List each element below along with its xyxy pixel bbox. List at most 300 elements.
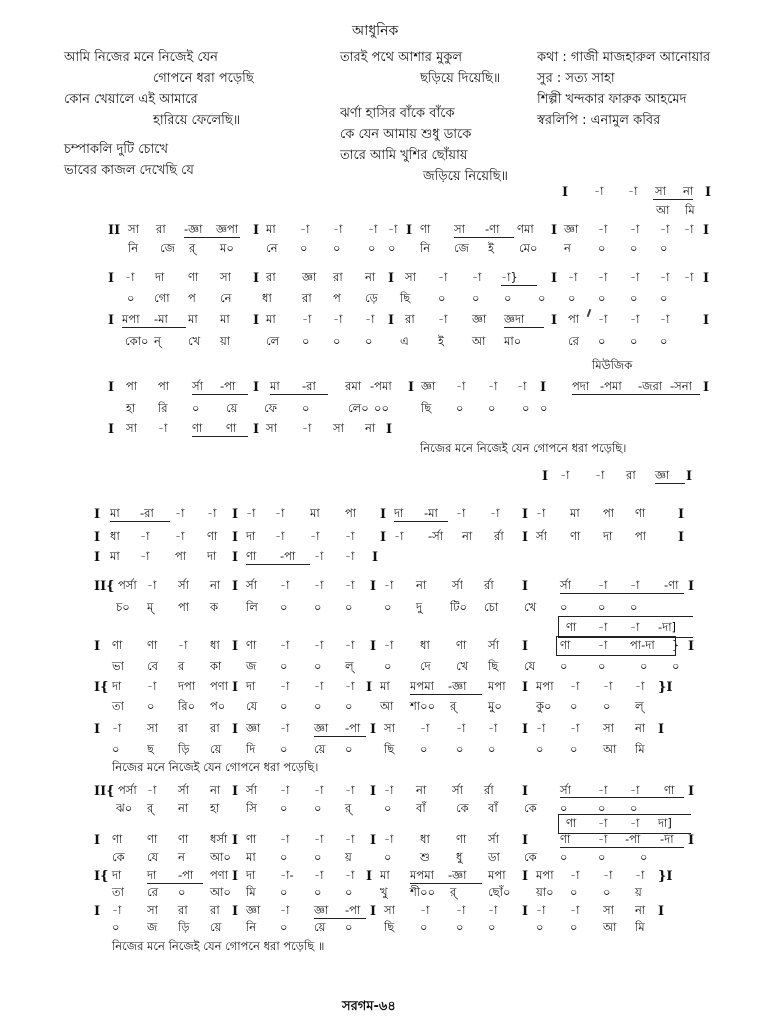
notation-cell: ০ <box>420 920 428 934</box>
notation-cell: ডা <box>488 850 500 864</box>
notation-cell: ০ <box>568 291 576 305</box>
notation-cell: ০ <box>640 850 648 864</box>
notation-cell: পর্সা <box>118 783 137 797</box>
bracket-box <box>558 616 693 638</box>
bar-line: I <box>370 639 377 654</box>
notation-cell: পা <box>603 506 615 520</box>
notation-cell: র্ <box>345 801 352 815</box>
notation-cell: -া <box>300 222 310 236</box>
lyric-line: তারই পথে আশার মুকুল <box>340 50 463 65</box>
bar-line: I{ <box>94 680 109 695</box>
notation-cell: -া <box>207 506 217 520</box>
notation-cell: জ <box>246 659 257 673</box>
bar-line: I <box>370 784 377 799</box>
notation-cell: লি <box>246 600 258 614</box>
notation-cell: না <box>462 529 473 543</box>
notation-cell: হা <box>126 401 136 415</box>
notation-cell: প০ <box>210 699 226 713</box>
notation-cell: ণা <box>635 506 646 520</box>
notation-cell: নি <box>128 241 139 255</box>
notation-cell: -া <box>314 783 324 797</box>
notation-cell: চো <box>484 600 499 614</box>
notation-cell: ল্ <box>635 699 644 713</box>
notation-cell: সা <box>126 421 137 435</box>
bar-line: I <box>253 271 260 286</box>
bar-line: I <box>703 313 710 328</box>
slur-line <box>410 883 482 884</box>
notation-cell: পা <box>568 312 580 326</box>
notation-cell: না <box>365 421 376 435</box>
bar-line: I <box>522 530 529 545</box>
notation-cell: ধা <box>420 638 430 652</box>
bar-line: I <box>678 530 685 545</box>
notation-cell: -পা <box>625 832 641 846</box>
bar-line: I <box>232 904 239 919</box>
notation-cell: -া <box>536 903 546 917</box>
notation-cell: সা <box>384 903 395 917</box>
bar-line: I <box>522 833 529 848</box>
notation-cell: ণা <box>192 421 203 435</box>
bar-line: I <box>94 530 101 545</box>
notation-cell: -া <box>570 679 580 693</box>
notation-cell: রা <box>266 270 276 284</box>
notation-cell: ণা <box>188 270 199 284</box>
notation-cell: -পা <box>345 721 361 735</box>
notation-cell: এ <box>400 334 409 348</box>
lyric-line: ঝর্ণা হাসির বাঁকে বাঁকে <box>340 106 455 121</box>
credit-composer: সুর : সত্য সাহা <box>537 71 615 86</box>
notation-cell: তা <box>112 885 124 899</box>
notation-cell: মা <box>570 506 580 520</box>
notation-cell: আ <box>656 203 670 217</box>
notation-cell: -া <box>345 832 355 846</box>
notation-cell: মি <box>246 885 256 899</box>
bar-line: I <box>703 380 710 395</box>
notation-cell: পা-দা <box>630 638 655 652</box>
notation-cell: ফে <box>264 401 278 415</box>
notation-cell: সা <box>405 270 416 284</box>
notation-cell: ড়ি <box>178 742 190 756</box>
notation-cell: -পা <box>280 549 296 563</box>
notation-cell: ০ <box>345 742 353 756</box>
bar-line: I <box>703 223 710 238</box>
notation-cell: সা <box>220 270 231 284</box>
notation-cell: ০ <box>630 241 638 255</box>
notation-cell: -া <box>280 903 290 917</box>
bar-line: I <box>688 784 695 799</box>
notation-cell: ০ <box>538 291 546 305</box>
lyric-line: কোন খেয়ালে এই আমারে <box>64 92 198 107</box>
notation-cell: ০ <box>630 600 638 614</box>
notation-cell: দা <box>246 868 256 882</box>
bar-line: I <box>380 507 387 522</box>
slur-line <box>560 797 684 798</box>
bar-line: I <box>253 380 260 395</box>
notation-cell: মা <box>188 312 198 326</box>
notation-cell: ০ <box>570 699 578 713</box>
notation-cell: ০ <box>630 801 638 815</box>
notation-cell: ণা <box>560 832 571 846</box>
slur-line <box>454 237 514 238</box>
notation-cell: -পমা <box>370 379 392 393</box>
notation-cell: -া <box>384 832 394 846</box>
notation-cell: প <box>188 291 196 305</box>
notation-cell: কা <box>210 659 222 673</box>
notation-cell: মু০ <box>488 699 502 713</box>
notation-cell: রা <box>210 721 220 735</box>
notation-cell: -া <box>345 578 355 592</box>
notation-cell: -া <box>595 468 605 482</box>
notation-cell: ণা <box>246 549 257 563</box>
notation-cell: ০ <box>302 334 310 348</box>
notation-cell: -া <box>488 721 498 735</box>
notation-cell: মা <box>270 379 280 393</box>
notation-cell: -া <box>345 783 355 797</box>
notation-cell: ণা <box>560 638 571 652</box>
credit-singer: শিল্পী খন্দকার ফারুক আহমেদ <box>537 92 687 107</box>
notation-cell: ০ <box>488 401 496 415</box>
notation-cell: রে <box>568 334 579 348</box>
slur-line <box>192 394 248 395</box>
lyric-line: গোপনে ধরা পড়েছি <box>153 71 254 86</box>
notation-cell: পা <box>175 549 187 563</box>
notation-cell: দা <box>246 679 256 693</box>
notation-cell: ণমা <box>517 222 534 236</box>
notation-cell: র্সা <box>178 783 189 797</box>
notation-cell: না <box>416 578 427 592</box>
notation-cell: র্ <box>450 699 457 713</box>
notation-cell: -া <box>570 903 580 917</box>
lyric-line: ভাবের কাজল দেখেছি যে <box>64 163 194 178</box>
notation-cell: জ্ঞা <box>421 379 436 393</box>
notation-cell: -া <box>388 222 398 236</box>
notation-cell: পদা <box>572 379 590 393</box>
bar-line: I{ <box>94 869 109 884</box>
notation-cell: নি <box>246 920 257 934</box>
slur-line <box>147 883 203 884</box>
notation-cell: -জ্ঞা <box>448 679 467 693</box>
bar-line: I <box>232 722 239 737</box>
notation-cell: -া <box>598 816 608 830</box>
notation-cell: না <box>210 578 221 592</box>
bar-line: I <box>703 271 710 286</box>
notation-cell: ভা <box>112 659 124 673</box>
notation-cell: ০ <box>598 600 606 614</box>
song-genre: আধুনিক <box>352 23 399 39</box>
notation-cell: সা <box>128 222 139 236</box>
slur-line <box>122 327 186 328</box>
notation-cell: মপা <box>536 679 554 693</box>
notation-cell: দে <box>420 659 431 673</box>
notation-cell: জ <box>147 920 158 934</box>
notation-cell: -া <box>630 222 640 236</box>
notation-cell: ০ <box>540 401 548 415</box>
notation-cell: ০ <box>127 291 135 305</box>
notation-cell: -া <box>598 783 608 797</box>
notation-cell: ধা <box>420 832 430 846</box>
bar-line: I <box>408 380 415 395</box>
refrain-line: নিজের মনে নিজেই যেন গোপনে ধরা পড়েছি। <box>112 760 319 774</box>
notation-cell: মা <box>246 850 256 864</box>
notation-cell: মা <box>110 506 120 520</box>
bar-line: I <box>366 680 373 695</box>
notation-cell: খু <box>380 885 388 899</box>
notation-cell: য় <box>635 885 642 899</box>
notation-cell: আ০ <box>210 850 231 864</box>
notation-cell: ০ <box>280 742 288 756</box>
notation-cell: র্সা <box>192 379 203 393</box>
lyric-line: জড়িয়ে নিয়েছি॥ <box>423 169 508 184</box>
notation-cell: ০ <box>536 742 544 756</box>
slur-line <box>314 736 366 737</box>
notation-cell: -া <box>280 783 290 797</box>
notation-cell: লে <box>266 334 280 348</box>
lyric-line: কে যেন আমায় শুধু ডাকে <box>340 127 472 142</box>
notation-cell: -পা <box>178 868 194 882</box>
music-label: মিউজিক <box>592 358 633 372</box>
notation-cell: মপমা <box>410 868 434 882</box>
notation-cell: মা <box>220 312 230 326</box>
notation-cell: র্সা <box>452 783 463 797</box>
notation-cell: ণা <box>566 620 577 634</box>
notation-cell: য়ে <box>210 920 222 934</box>
notation-cell: র্রা <box>484 783 494 797</box>
apostrophe-mark <box>587 309 592 317</box>
notation-cell: ০ <box>640 659 648 673</box>
notation-cell: জ্ঞা <box>302 270 317 284</box>
notation-cell: শী০০ <box>410 885 436 899</box>
notation-cell: ০ <box>314 801 322 815</box>
notation-cell: -া <box>345 638 355 652</box>
notation-cell: ল্ <box>345 659 354 673</box>
notation-cell: পা <box>635 529 647 543</box>
notation-cell: ০ <box>333 241 341 255</box>
notation-cell: রা <box>333 270 343 284</box>
notation-cell: রে <box>147 885 158 899</box>
bar-line: I <box>232 833 239 848</box>
notation-cell: -া <box>420 721 430 735</box>
notation-cell: সা <box>384 721 395 735</box>
notation-cell: ড়ি <box>178 920 190 934</box>
notation-cell: য়ে <box>226 401 238 415</box>
notation-cell: বাঁ <box>416 801 426 815</box>
notation-cell: ০ <box>178 885 186 899</box>
notation-cell: -া <box>125 270 135 284</box>
bar-line: I <box>522 722 529 737</box>
bar-line: I <box>522 579 529 594</box>
notation-cell: } <box>672 638 680 652</box>
notation-cell: ণা <box>570 529 581 543</box>
notation-cell: ম্ <box>147 600 154 614</box>
notation-cell: দা <box>155 270 165 284</box>
notation-cell: -া <box>280 832 290 846</box>
notation-cell: -া <box>456 506 466 520</box>
notation-cell: না <box>210 783 221 797</box>
bar-line: I <box>232 784 239 799</box>
notation-cell: নি <box>420 241 431 255</box>
notation-cell: আ <box>472 334 486 348</box>
notation-cell: -া <box>345 679 355 693</box>
bar-line: I <box>94 904 101 919</box>
notation-cell: -া <box>630 270 640 284</box>
bar-line: I <box>370 833 377 848</box>
notation-cell: মপা <box>488 679 506 693</box>
notation-cell: -া <box>660 222 670 236</box>
notation-cell: র্রা <box>484 578 494 592</box>
notation-cell: সা <box>655 184 666 198</box>
notation-cell: -া <box>517 379 527 393</box>
notation-cell: ০ <box>314 699 322 713</box>
notation-cell: ০ <box>598 659 606 673</box>
slur-line <box>653 199 693 200</box>
notation-cell: ০ <box>603 699 611 713</box>
notation-cell: র্সা <box>452 578 463 592</box>
notation-cell: র <box>178 659 185 673</box>
notation-cell: যে <box>246 699 258 713</box>
notation-cell: ড়ে <box>365 291 378 305</box>
notation-cell: য়া <box>220 334 231 348</box>
notation-cell: দা <box>246 529 256 543</box>
notation-cell: খে <box>456 659 469 673</box>
notation-cell: রা <box>178 721 188 735</box>
notation-cell: -া <box>570 721 580 735</box>
notation-cell: সা <box>333 421 344 435</box>
bar-line: II{ <box>94 579 115 594</box>
notation-cell: -া <box>314 832 324 846</box>
notation-cell: পণা <box>210 679 229 693</box>
notation-cell: কে <box>524 801 537 815</box>
bar-line: I <box>232 579 239 594</box>
notation-cell: আ <box>380 699 394 713</box>
notation-cell: -া <box>490 506 500 520</box>
bar-line: I <box>705 185 712 200</box>
slur-line <box>110 521 170 522</box>
notation-cell: ০ <box>368 241 376 255</box>
notation-cell: জ্ঞা <box>655 468 670 482</box>
notation-cell: ০ <box>536 920 544 934</box>
notation-cell: ০ <box>660 241 668 255</box>
bar-line: I <box>232 550 239 565</box>
notation-cell: ণা <box>456 832 467 846</box>
bar-line: I <box>406 223 413 238</box>
notation-cell: মা <box>380 868 390 882</box>
notation-cell: ০ <box>345 600 353 614</box>
notation-cell: ই <box>438 334 444 348</box>
notation-cell: -মা <box>154 312 168 326</box>
notation-cell: মে০ <box>519 241 538 255</box>
notation-cell: ন্ <box>154 334 161 348</box>
notation-cell: রা <box>302 291 312 305</box>
notation-cell: ০ <box>147 699 155 713</box>
notation-cell: জ্ঞা <box>314 721 329 735</box>
notation-cell: বে <box>147 659 159 673</box>
notation-cell: চ০ <box>116 600 130 614</box>
notation-cell: না <box>365 270 376 284</box>
notation-cell: ০ <box>598 241 606 255</box>
notation-cell: -া <box>280 578 290 592</box>
bar-line: I <box>522 507 529 522</box>
notation-cell: ণা <box>147 638 158 652</box>
notation-cell: র্ <box>147 801 154 815</box>
notation-cell: -া <box>603 868 613 882</box>
notation-cell: -া <box>603 679 613 693</box>
bar-line: I <box>522 680 529 695</box>
bar-line: I <box>688 579 695 594</box>
bar-line: I <box>370 904 377 919</box>
notation-cell: ০ <box>192 401 200 415</box>
bar-line: I <box>108 313 115 328</box>
notation-cell: ই <box>488 241 494 255</box>
notation-cell: -া <box>456 721 466 735</box>
notation-cell: র্সা <box>560 783 571 797</box>
notation-cell: ০ <box>420 742 428 756</box>
notation-cell: ০ <box>456 742 464 756</box>
notation-cell: -া <box>456 903 466 917</box>
notation-cell: ০ <box>280 699 288 713</box>
notation-cell: পা <box>126 379 138 393</box>
lyric-line: ছড়িয়ে দিয়েছি॥ <box>420 71 501 86</box>
credit-lyricist: কথা : গাজী মাজহারুল আনোয়ার <box>537 50 711 65</box>
notation-cell: ০ <box>112 920 120 934</box>
notation-cell: রি০ <box>178 699 196 713</box>
notation-cell: -া <box>112 903 122 917</box>
notation-cell: ০ <box>302 401 310 415</box>
notation-cell: -া <box>384 783 394 797</box>
bar-line: }I <box>658 680 673 695</box>
bar-line: II <box>108 223 121 238</box>
notation-cell: -দা] <box>658 620 677 634</box>
notation-cell: ঝ০ <box>116 801 133 815</box>
bar-line: I <box>232 869 239 884</box>
notation-cell: -া <box>246 506 256 520</box>
notation-cell: ০ <box>570 920 578 934</box>
notation-cell: -রা <box>140 506 154 520</box>
slur-line <box>192 436 248 437</box>
notation-cell: রা <box>178 903 188 917</box>
notation-cell: র্সা <box>178 578 189 592</box>
notation-cell: -জ্ঞা <box>184 222 203 236</box>
notation-cell: ০ <box>314 659 322 673</box>
notation-cell: -া <box>660 312 670 326</box>
notation-cell: -া <box>147 578 157 592</box>
lyric-line: চম্পাকলি দুটি চোখে <box>64 142 169 157</box>
notation-cell: -ণা <box>664 578 679 592</box>
notation-cell: ০ <box>456 920 464 934</box>
notation-cell: -া <box>365 312 375 326</box>
notation-cell: -া <box>147 679 157 693</box>
notation-cell: না <box>178 801 189 815</box>
bar-line: I <box>658 904 665 919</box>
bar-line: I <box>551 223 558 238</box>
notation-cell: -া <box>310 529 320 543</box>
notation-cell: টি০ <box>450 600 468 614</box>
notation-cell: মা <box>310 506 320 520</box>
notation-cell: র্রা <box>494 529 504 543</box>
notation-cell: রা <box>156 222 166 236</box>
notation-cell: পর্সা <box>118 578 137 592</box>
notation-cell: রা <box>210 903 220 917</box>
notation-cell: ০ <box>672 659 680 673</box>
notation-cell: -া <box>684 270 694 284</box>
notation-cell: -া <box>140 549 150 563</box>
notation-cell: ০ <box>598 334 606 348</box>
notation-cell: ০ <box>630 334 638 348</box>
slur-line <box>410 694 482 695</box>
lyric-line: আমি নিজের মনে নিজেই যেন <box>64 50 218 65</box>
notation-cell: -া <box>594 184 604 198</box>
notation-cell: খে <box>188 334 201 348</box>
notation-cell: -জরা <box>638 379 663 393</box>
